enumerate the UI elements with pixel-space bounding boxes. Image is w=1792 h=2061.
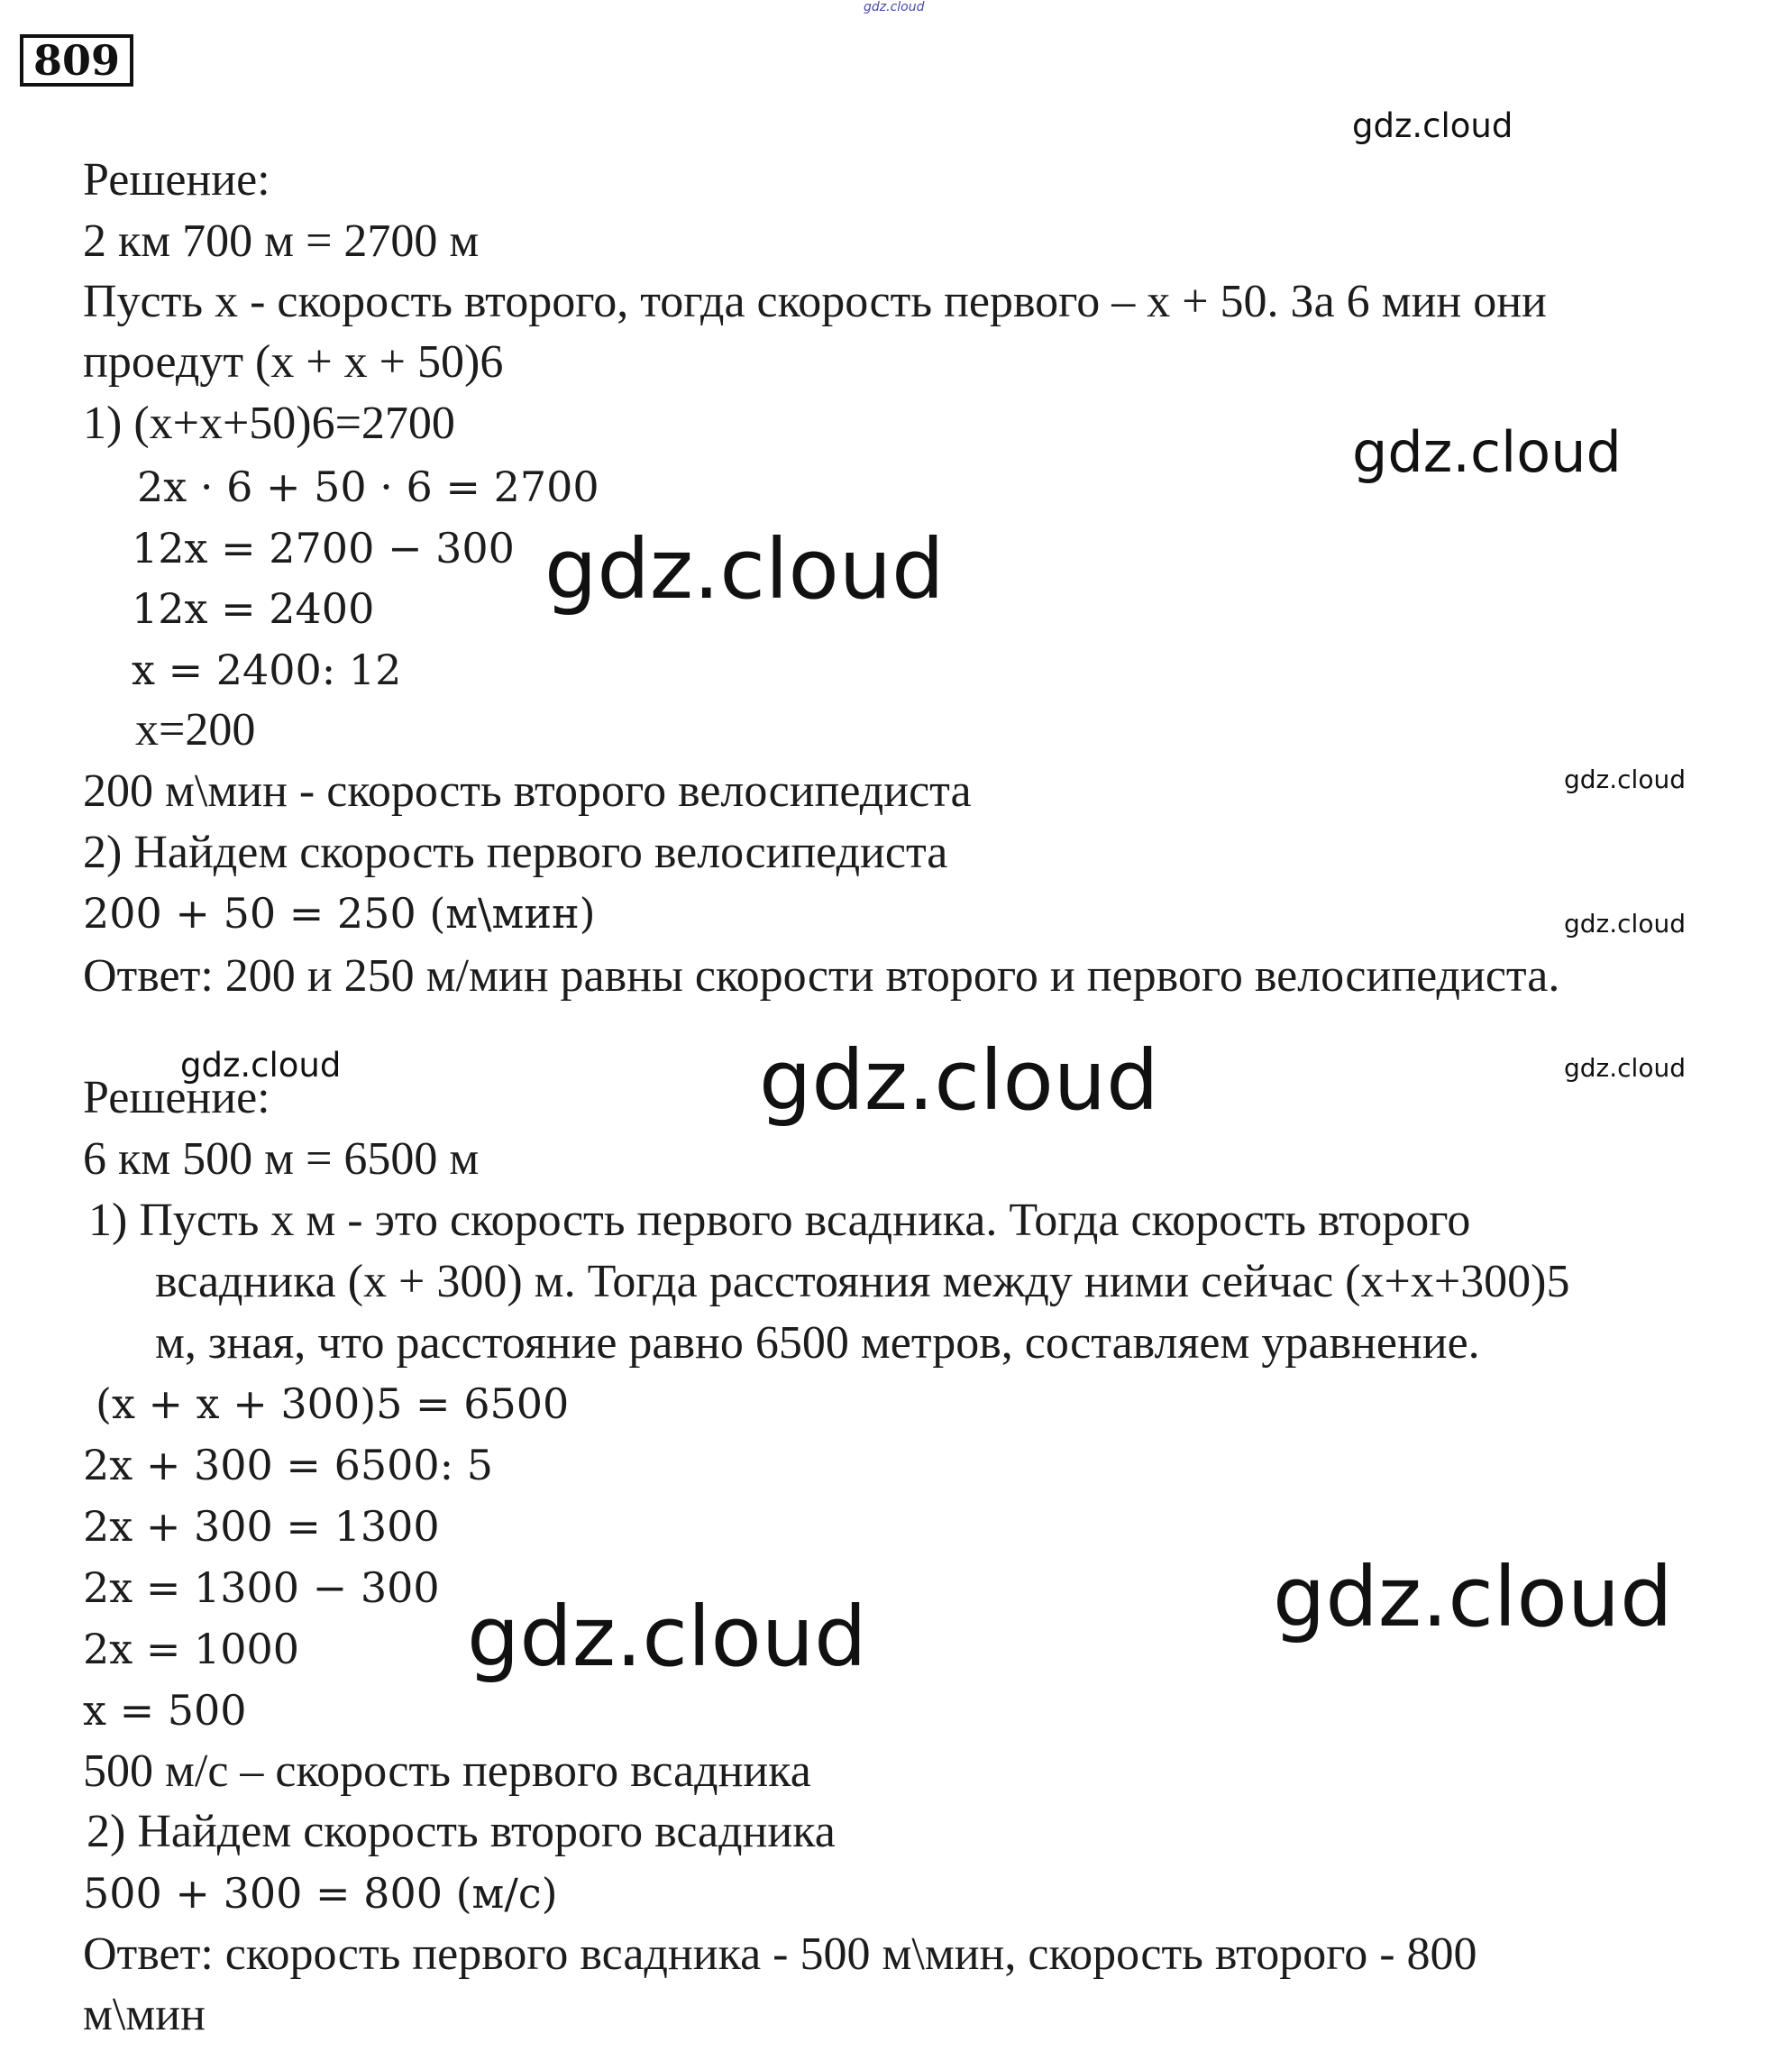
solution1-step1: 1) (x+x+50)6=2700: [83, 398, 455, 449]
watermark: gdz.cloud: [1564, 1053, 1686, 1083]
solution2-step1-line1: 1) Пусть x м - это скорость первого всадника. Тогда скорость второго: [88, 1195, 1471, 1246]
solution2-heading: Решение:: [83, 1072, 270, 1123]
solution2-result1: 500 м/с – скорость первого всадника: [83, 1745, 811, 1797]
watermark: gdz.cloud: [1352, 419, 1622, 485]
solution1-heading: Решение:: [83, 154, 270, 206]
solution2-calc2: 500 + 300 = 800 (м/с): [83, 1869, 558, 1918]
solution1-conversion: 2 км 700 м = 2700 м: [83, 215, 480, 267]
solution1-eq5: x=200: [135, 704, 256, 756]
solution1-eq2: 12x = 2700 − 300: [132, 524, 515, 572]
solution2-answer-line2: м\мин: [83, 1989, 206, 2040]
watermark: gdz.cloud: [1352, 106, 1513, 145]
watermark: gdz.cloud: [1273, 1549, 1673, 1645]
problem-number-box: 809: [20, 34, 133, 87]
solution1-result1: 200 м\мин - скорость второго велосипедиста: [83, 765, 972, 817]
solution2-eq1: (x + x + 300)5 = 6500: [96, 1379, 570, 1428]
solution1-eq4: x = 2400: 12: [132, 646, 402, 694]
watermark: gdz.cloud: [180, 1046, 342, 1085]
solution2-eq3: 2x + 300 = 1300: [83, 1502, 440, 1551]
solution1-answer: Ответ: 200 и 250 м/мин равны скорости второго и первого велосипедиста.: [83, 950, 1560, 1002]
solution1-calc2: 200 + 50 = 250 (м\мин): [83, 889, 596, 938]
solution2-answer-line1: Ответ: скорость первого всадника - 500 м\мин, скорость второго - 800: [83, 1928, 1477, 1980]
solution2-step1-line2: всадника (x + 300) м. Тогда расстояния между ними сейчас (x+x+300)5: [155, 1256, 1570, 1307]
solution1-setup-line2: проедут (x + x + 50)6: [83, 336, 504, 388]
solution2-step2: 2) Найдем скорость второго всадника: [87, 1806, 836, 1857]
solution1-eq1: 2x · 6 + 50 · 6 = 2700: [137, 463, 599, 511]
solution2-eq2: 2x + 300 = 6500: 5: [83, 1441, 494, 1489]
solution2-eq5: 2x = 1000: [83, 1625, 300, 1673]
watermark: gdz.cloud: [1564, 909, 1686, 939]
watermark: gdz.cloud: [544, 521, 945, 618]
solution1-setup-line1: Пусть x - скорость второго, тогда скорость первого – x + 50. За 6 мин они: [83, 276, 1547, 327]
watermark: gdz.cloud: [759, 1032, 1159, 1129]
solution2-step1-line3: м, зная, что расстояние равно 6500 метров, составляем уравнение.: [155, 1317, 1480, 1369]
watermark: gdz.cloud: [1564, 765, 1686, 794]
solution1-eq3: 12x = 2400: [132, 584, 375, 633]
watermark-top: gdz.cloud: [864, 0, 925, 14]
solution2-eq6: x = 500: [83, 1686, 247, 1735]
solution2-conversion: 6 км 500 м = 6500 м: [83, 1133, 480, 1185]
solution1-step2: 2) Найдем скорость первого велосипедиста: [83, 827, 948, 878]
watermark: gdz.cloud: [467, 1589, 867, 1685]
solution2-eq4: 2x = 1300 − 300: [83, 1563, 440, 1612]
